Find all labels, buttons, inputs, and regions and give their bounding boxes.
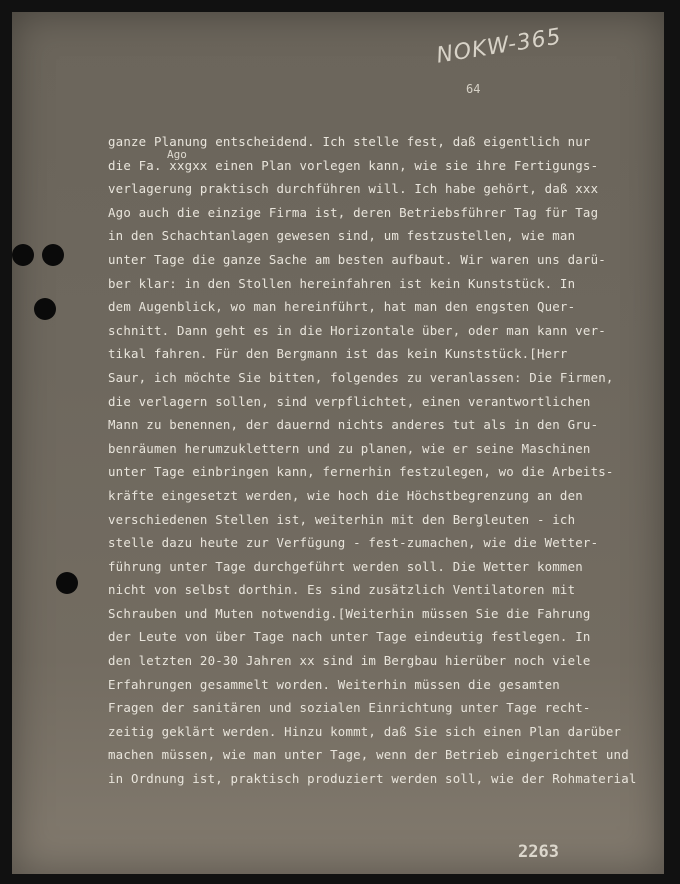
- document-page: [12, 12, 664, 874]
- text-line: Fragen der sanitären und sozialen Einrichtung unter Tage recht-: [108, 700, 591, 716]
- text-line: Saur, ich möchte Sie bitten, folgendes zu veranlassen: Die Firmen,: [108, 369, 614, 385]
- text-line: nicht von selbst dorthin. Es sind zusätzlich Ventilatoren mit: [108, 582, 576, 598]
- text-line: Schrauben und Muten notwendig.[Weiterhin müssen Sie die Fahrung: [108, 605, 591, 621]
- punch-hole: [12, 244, 34, 266]
- punch-hole: [34, 298, 56, 320]
- text-line: unter Tage einbringen kann, fernerhin festzulegen, wo die Arbeits-: [108, 464, 614, 480]
- typed-body-text: [108, 130, 638, 791]
- text-line: in den Schachtanlagen gewesen sind, um festzustellen, wie man: [108, 228, 576, 244]
- text-line: Erfahrungen gesammelt worden. Weiterhin müssen die gesamten: [108, 676, 560, 692]
- text-line: verlagerung praktisch durchführen will. Ich habe gehört, daß xxx: [108, 181, 599, 197]
- text-line: stelle dazu heute zur Verfügung - fest-zumachen, wie die Wetter-: [108, 535, 599, 551]
- text-line: dem Augenblick, wo man hereinführt, hat man den engsten Quer-: [108, 299, 576, 315]
- text-line: benräumen herumzuklettern und zu planen, wie er seine Maschinen: [108, 440, 591, 456]
- text-line: die verlagern sollen, sind verpflichtet, einen verantwortlichen: [108, 393, 591, 409]
- text-line: unter Tage die ganze Sache am besten aufbaut. Wir waren uns darü-: [108, 251, 606, 267]
- text-line: tikal fahren. Für den Bergmann ist das kein Kunststück.[Herr: [108, 346, 568, 362]
- text-line: kräfte eingesetzt werden, wie hoch die Höchstbegrenzung an den: [108, 487, 583, 503]
- text-line: den letzten 20-30 Jahren xx sind im Bergbau hierüber noch viele: [108, 653, 591, 669]
- page-number: 64: [466, 82, 481, 96]
- punch-hole: [42, 244, 64, 266]
- text-line: Ago auch die einzige Firma ist, deren Betriebsführer Tag für Tag: [108, 204, 599, 220]
- document-number: 2263: [518, 842, 559, 862]
- text-line: schnitt. Dann geht es in die Horizontale über, oder man kann ver-: [108, 322, 606, 338]
- text-line: führung unter Tage durchgeführt werden soll. Die Wetter kommen: [108, 558, 583, 574]
- text-line: machen müssen, wie man unter Tage, wenn der Betrieb eingerichtet und: [108, 747, 629, 763]
- text-line: in Ordnung ist, praktisch produziert werden soll, wie der Rohmaterial: [108, 771, 637, 787]
- punch-hole: [56, 572, 78, 594]
- text-line: ber klar: in den Stollen hereinfahren ist kein Kunststück. In: [108, 275, 576, 291]
- text-line: verschiedenen Stellen ist, weiterhin mit den Bergleuten - ich: [108, 511, 576, 527]
- handwritten-annotation: Ago: [167, 148, 187, 161]
- text-line: zeitig geklärt werden. Hinzu kommt, daß Sie sich einen Plan darüber: [108, 723, 622, 739]
- archive-stamp: NOKW-365: [434, 24, 564, 69]
- text-line: der Leute von über Tage nach unter Tage eindeutig festlegen. In: [108, 629, 591, 645]
- text-line: ganze Planung entscheidend. Ich stelle fest, daß eigentlich nur: [108, 134, 591, 149]
- text-line: die Fa. xxgxx einen Plan vorlegen kann, wie sie ihre Fertigungs-: [108, 157, 599, 173]
- text-line: Mann zu benennen, der dauernd nichts anderes tut als in den Gru-: [108, 417, 599, 433]
